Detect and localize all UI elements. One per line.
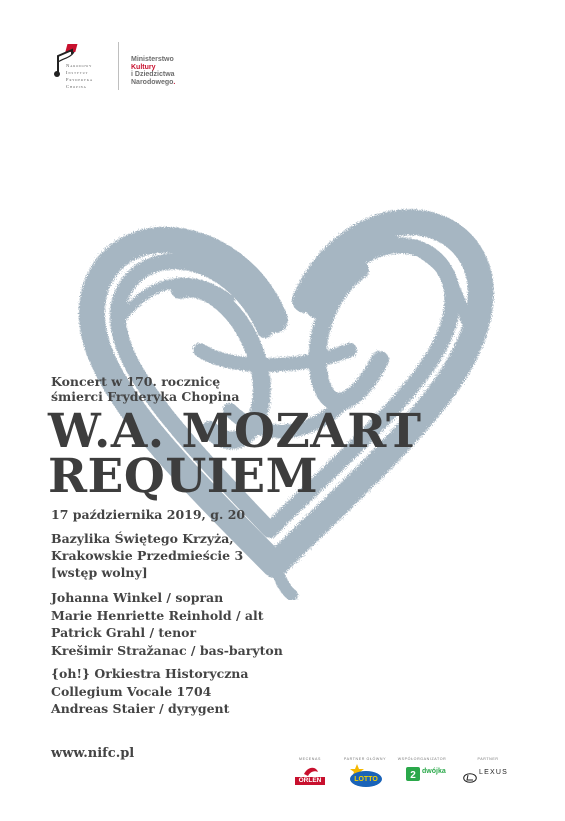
sponsor-label: WSPÓŁORGANIZATOR: [397, 757, 447, 761]
ministry-line: Ministerstwo: [131, 56, 174, 63]
sponsor-label: PARTNER: [477, 757, 499, 761]
nifc-line: Narodowy: [66, 63, 93, 68]
svg-text:2: 2: [410, 770, 416, 781]
nifc-line: Fryderyka: [66, 77, 93, 82]
intro-text: [51, 374, 239, 404]
work-title: REQUIEM: [48, 449, 319, 504]
venue-line: Bazylika Świętego Krzyża,: [51, 531, 234, 546]
venue-line: Krakowskie Przedmieście 3: [51, 548, 244, 563]
venue: [51, 530, 243, 581]
venue-line: [wstęp wolny]: [51, 565, 148, 580]
lexus-wordmark: LEXUS: [479, 769, 508, 776]
soloist: Krešimir Stražanac / bas-baryton: [51, 642, 283, 658]
dwojka-wordmark: dwójka: [422, 768, 446, 775]
composer-title: W.A. MOZART: [48, 404, 422, 459]
soloists-list: [51, 589, 283, 659]
ensemble: Collegium Vocale 1704: [51, 683, 212, 699]
ensemble: Andreas Staier / dyrygent: [51, 701, 230, 716]
sponsor-label: MECENAS: [299, 757, 321, 761]
ministry-line: Narodowego: [131, 78, 174, 86]
ministry-logo: Ministerstwo Kultury i Dziedzictwa Narodowego.: [131, 56, 176, 86]
sponsor-label: PARTNER GŁÓWNY: [343, 757, 387, 761]
intro-line: Koncert w 170. rocznicę: [51, 374, 221, 389]
logo-divider: [118, 42, 119, 90]
lexus-logo: [463, 768, 508, 787]
nifc-line: Chopina: [66, 84, 87, 89]
soloist: Marie Henriette Reinhold / alt: [51, 607, 264, 623]
lotto-logo: [349, 764, 383, 792]
soloist: Patrick Grahl / tenor: [51, 625, 197, 640]
website-link[interactable]: www.nifc.pl: [51, 746, 135, 761]
intro-line: śmierci Fryderyka Chopina: [51, 389, 240, 404]
orlen-wordmark: ORLEN: [298, 777, 322, 784]
dwojka-square-icon: [406, 767, 420, 781]
lotto-wordmark: LOTTO: [354, 776, 378, 783]
ensembles-list: [51, 665, 248, 718]
nifc-line: Instytut: [66, 70, 89, 75]
dwojka-logo: [406, 766, 446, 785]
orlen-logo: [294, 764, 326, 790]
ensemble: {oh!} Orkiestra Historyczna: [51, 666, 249, 681]
lexus-emblem-icon: [463, 773, 477, 783]
event-date: 17 października 2019, g. 20: [51, 507, 246, 522]
ministry-line: Kultury: [131, 63, 156, 71]
nifc-name: [66, 62, 126, 90]
soloist: Johanna Winkel / sopran: [51, 590, 224, 605]
ministry-line: i Dziedzictwa: [131, 71, 175, 79]
